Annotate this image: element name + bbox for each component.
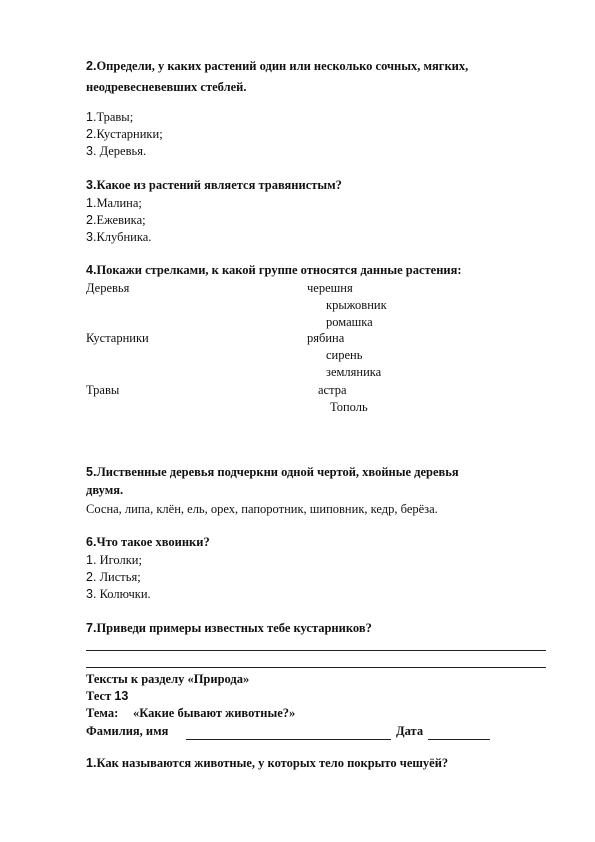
question-3 xyxy=(86,178,342,193)
test-label: Тест xyxy=(86,689,115,703)
option-number: 2. xyxy=(86,127,97,141)
option-text: Кустарники; xyxy=(96,127,163,141)
group-label-shrubs: Кустарники xyxy=(86,331,149,345)
question-1 xyxy=(86,756,448,771)
option-text: Иголки; xyxy=(96,553,142,567)
question-number: 4. xyxy=(86,263,97,277)
group-label-grasses: Травы xyxy=(86,383,120,397)
question-2-line2: неодревесневевших стеблей. xyxy=(86,80,247,94)
option-number: 3. xyxy=(86,144,97,158)
question-number: 2. xyxy=(86,59,97,73)
plant-item: земляника xyxy=(326,365,382,379)
option-text: Клубника. xyxy=(96,230,152,244)
option xyxy=(86,230,151,245)
question-number: 6. xyxy=(86,535,97,549)
answer-line[interactable] xyxy=(86,650,546,651)
question-text: Лиственные деревья подчеркни одной чертой, хвойные деревья xyxy=(96,465,459,479)
date-field-line[interactable] xyxy=(428,739,490,740)
option-number: 1. xyxy=(86,196,97,210)
option xyxy=(86,127,163,142)
question-number: 7. xyxy=(86,621,97,635)
question-text: Покажи стрелками, к какой группе относятся данные растения: xyxy=(96,263,462,277)
question-text: Что такое хвоинки? xyxy=(96,535,210,549)
topic-title: «Какие бывают животные?» xyxy=(133,706,296,720)
question-number: 1. xyxy=(86,756,97,770)
option xyxy=(86,196,142,211)
question-5-line2: двумя. xyxy=(86,483,124,497)
option-text: Малина; xyxy=(96,196,142,210)
option-text: Листья; xyxy=(96,570,141,584)
question-4 xyxy=(86,263,462,278)
option xyxy=(86,213,146,228)
plant-item: крыжовник xyxy=(326,298,387,312)
option xyxy=(86,570,141,585)
plant-item: сирень xyxy=(326,348,363,362)
option-text: Ежевика; xyxy=(96,213,146,227)
plant-item: рябина xyxy=(307,331,345,345)
option-number: 3. xyxy=(86,230,97,244)
option xyxy=(86,587,151,602)
group-label-trees: Деревья xyxy=(86,281,130,295)
option xyxy=(86,144,146,159)
name-label: Фамилия, имя xyxy=(86,724,169,738)
question-number: 3. xyxy=(86,178,97,192)
question-6 xyxy=(86,535,210,550)
option xyxy=(86,110,133,125)
question-2 xyxy=(86,59,468,74)
question-text: Определи, у каких растений один или несколько сочных, мягких, xyxy=(96,59,469,73)
question-text: Какое из растений является травянистым? xyxy=(96,178,342,192)
plant-item: астра xyxy=(318,383,347,397)
question-text: Как называются животные, у которых тело покрыто чешуёй? xyxy=(96,756,449,770)
test-heading xyxy=(86,689,128,704)
option xyxy=(86,553,142,568)
name-field-line[interactable] xyxy=(186,739,391,740)
question-7 xyxy=(86,621,372,636)
date-label: Дата xyxy=(396,724,424,738)
option-number: 2. xyxy=(86,213,97,227)
option-number: 1. xyxy=(86,553,97,567)
topic-label: Тема: xyxy=(86,706,119,720)
option-text: Травы; xyxy=(96,110,134,124)
option-text: Деревья. xyxy=(96,144,147,158)
plant-item: Тополь xyxy=(330,400,368,414)
tree-list: Сосна, липа, клён, ель, орех, папоротник, шиповник, кедр, берёза. xyxy=(86,502,438,516)
plant-item: ромашка xyxy=(326,315,373,329)
answer-line[interactable] xyxy=(86,667,546,668)
option-text: Колючки. xyxy=(96,587,151,601)
plant-item: черешня xyxy=(307,281,353,295)
section-title: Тексты к разделу «Природа» xyxy=(86,672,250,686)
option-number: 1. xyxy=(86,110,97,124)
option-number: 2. xyxy=(86,570,97,584)
question-5 xyxy=(86,465,459,480)
question-text: Приведи примеры известных тебе кустарников? xyxy=(96,621,372,635)
option-number: 3. xyxy=(86,587,97,601)
test-number: 13 xyxy=(114,689,129,703)
question-number: 5. xyxy=(86,465,97,479)
